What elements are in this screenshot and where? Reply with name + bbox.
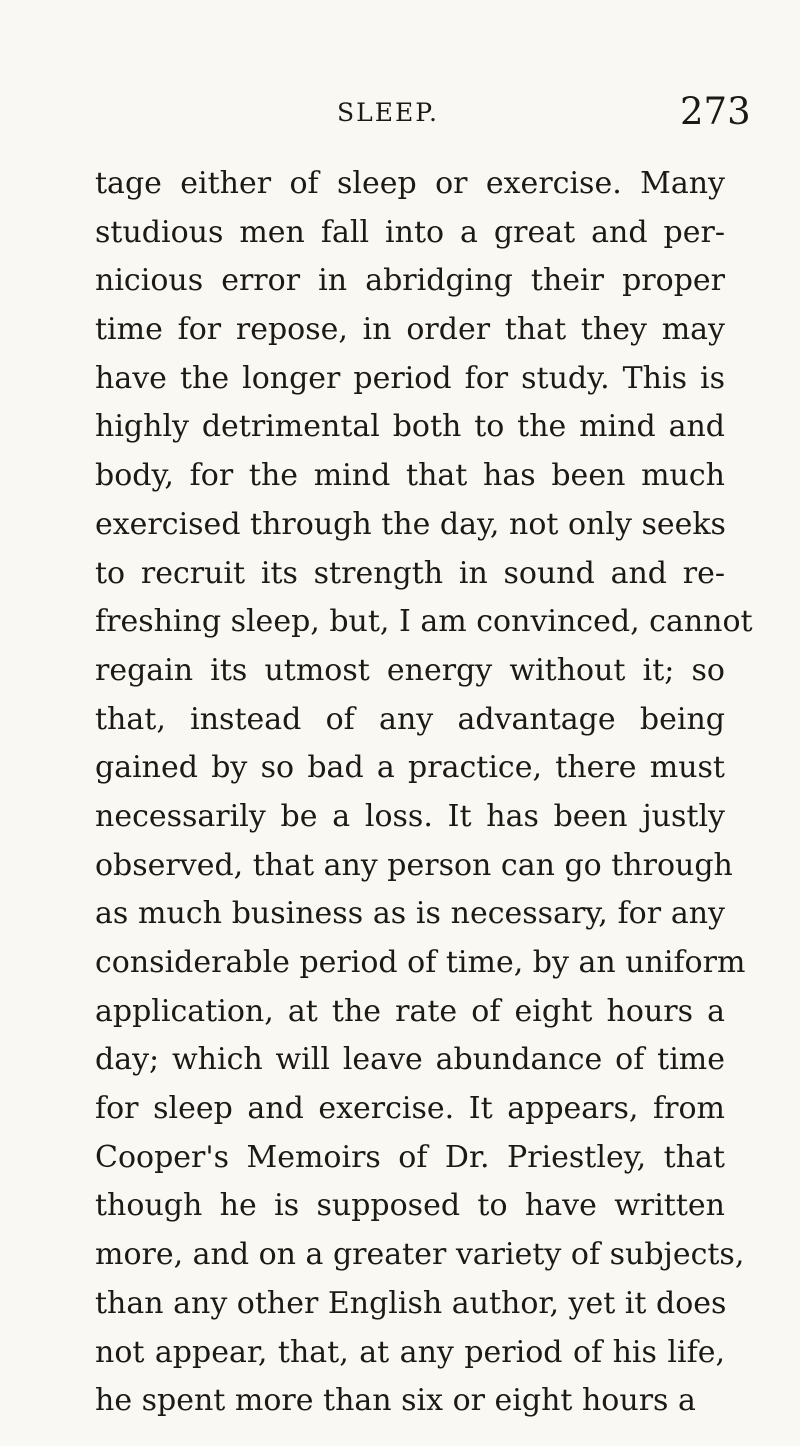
text-line: to recruit its strength in sound and re- (95, 555, 725, 591)
text-line: necessarily be a loss. It has been justly (95, 798, 725, 834)
text-line: application, at the rate of eight hours a (95, 993, 725, 1029)
text-line: nicious error in abridging their proper (95, 263, 725, 299)
text-line: that, instead of any advantage being (95, 701, 725, 737)
text-line: observed, that any person can go through (95, 847, 733, 883)
text-line: though he is supposed to have written (95, 1188, 725, 1224)
text-line: exercised through the day, not only seeks (95, 506, 726, 542)
text-line: for sleep and exercise. It appears, from (95, 1091, 725, 1127)
text-line: body, for the mind that has been much (95, 458, 725, 494)
text-line: considerable period of time, by an uniform (95, 945, 746, 980)
text-line: more, and on a greater variety of subjects, (95, 1237, 745, 1273)
text-line: have the longer period for study. This is (95, 360, 725, 396)
text-line: than any other English author, yet it does (95, 1285, 727, 1321)
text-line: Cooper's Memoirs of Dr. Priestley, that (95, 1139, 725, 1175)
text-line: regain its utmost energy without it; so (95, 652, 725, 688)
body-text (95, 160, 753, 1426)
text-line: gained by so bad a practice, there must (95, 750, 725, 786)
text-line: he spent more than six or eight hours a (95, 1383, 696, 1419)
text-line: studious men fall into a great and per- (95, 214, 725, 250)
text-line: time for repose, in order that they may (95, 312, 725, 348)
text-line: day; which will leave abundance of time (95, 1042, 725, 1078)
running-head (0, 90, 800, 140)
text-line: as much business as is necessary, for any (95, 896, 725, 932)
text-line: highly detrimental both to the mind and (95, 409, 725, 445)
running-head-title: SLEEP. (337, 98, 439, 127)
page-number: 273 (680, 90, 751, 133)
text-line: tage either of sleep or exercise. Many (95, 166, 725, 201)
text-line: freshing sleep, but, I am convinced, cannot (95, 604, 753, 640)
text-line: not appear, that, at any period of his life, (95, 1334, 725, 1370)
